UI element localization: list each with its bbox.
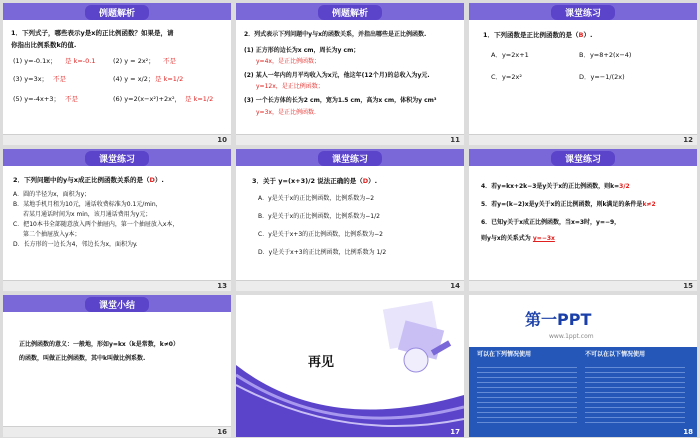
slide-title: 课堂练习: [85, 151, 149, 166]
item-5-answer: 不是: [65, 95, 78, 103]
option-a: A．y=2x+1: [491, 51, 529, 59]
slide-header: [3, 3, 231, 20]
answer-6: y=−3x: [532, 235, 555, 242]
answer-4: 3/2: [619, 183, 630, 190]
option-d: D．y是关于x+3的正比例函数，比例系数为 1/2: [258, 249, 387, 256]
logo-text: 第一PPT: [525, 310, 592, 329]
slide-14[interactable]: [236, 149, 464, 291]
info-panel: [469, 347, 697, 437]
item-3-answer: 不是: [53, 75, 66, 83]
line-2: (2) 某人一年内的月平均收入为x元，他这年(12个月)的总收入为y元.: [244, 72, 430, 79]
line-1: (1) 正方形的边长为x cm，周长为y cm；: [244, 47, 360, 54]
slide-17[interactable]: [236, 295, 464, 437]
answer: D: [362, 177, 369, 185]
option-b: B．y是关于x的正比例函数，比例系数为−1/2: [258, 213, 380, 220]
slide-number: 13: [217, 282, 227, 290]
option-c-cont: 第二个抽屉放入y本；: [23, 231, 81, 238]
answer: D: [149, 176, 155, 184]
cannot-use-heading: 不可以在以下情况使用: [585, 351, 646, 358]
line-3: (3) 一个长方体的长为2 cm，宽为1.5 cm，高为x cm，体积为y cm³: [244, 97, 437, 104]
slide-number: 14: [450, 282, 460, 290]
slide-header: [469, 3, 697, 20]
question-6: 6．已知y关于x成正比例函数，当x=3时，y=−9，: [481, 219, 621, 226]
slide-footer: [469, 134, 697, 145]
slide-18[interactable]: [469, 295, 697, 437]
slide-title: 课堂练习: [551, 151, 615, 166]
slide-header: [3, 295, 231, 312]
slide-footer: [236, 426, 464, 437]
slide-number: 15: [683, 282, 693, 290]
slide-footer: [3, 280, 231, 291]
answer: B: [578, 31, 584, 39]
slide-header: [236, 149, 464, 166]
slide-number: 11: [450, 136, 460, 144]
question-text: 3．关于 y=(x+3)/2 说法正确的是（D）.: [252, 177, 378, 185]
slide-footer: [236, 134, 464, 145]
option-c: C．y是关于x+3的正比例函数，比例系数为−2: [258, 231, 383, 238]
option-b: B．y=8+2(x−4): [579, 51, 632, 59]
answer-3: y=3x，是正比例函数.: [256, 109, 316, 116]
slide-15[interactable]: [469, 149, 697, 291]
question-5: 5．若y=(k−2)x是y关于x的正比例函数，则k满足的条件是k≠2: [481, 201, 656, 208]
slide-header: [469, 149, 697, 166]
item-2-answer: 不是: [163, 57, 176, 65]
option-a: A．圆的半径为x，面积为y；: [13, 191, 91, 198]
slide-title: 课堂小结: [85, 297, 149, 312]
slide-title: 例题解析: [85, 5, 149, 20]
answer-5: k≠2: [642, 201, 656, 208]
slide-number: 18: [683, 428, 693, 436]
summary-line-1: 正比例函数的意义：一般地，形如y=kx（k是常数，k≠0）: [19, 341, 179, 348]
answer-1: y=4x，是正比例函数；: [256, 58, 320, 65]
option-c: C．y=2x²: [491, 73, 522, 81]
can-use-heading: 可以在下列情况使用: [477, 351, 532, 358]
item-6-answer: 是 k=1/2: [185, 95, 214, 103]
can-use-list: [477, 363, 577, 423]
option-a: A．y是关于x的正比例函数，比例系数为−2: [258, 195, 375, 202]
slide-16[interactable]: [3, 295, 231, 437]
item-6: (6) y=2(x−x²)+2x²，: [113, 95, 182, 103]
logo-area: [469, 295, 697, 347]
summary-line-2: 的函数，叫做正比例函数，其中k叫做比例系数.: [19, 355, 146, 362]
goodbye-text: 再见: [308, 355, 335, 370]
option-d: D．y=−1/(2x): [579, 73, 625, 81]
cannot-use-list: [585, 363, 685, 423]
question-text: 2．下列问题中的y与x成正比例函数关系的是（D）.: [13, 176, 164, 184]
slide-footer: [236, 280, 464, 291]
slide-11[interactable]: [236, 3, 464, 145]
slide-footer: [3, 426, 231, 437]
logo-url: www.1ppt.com: [549, 333, 594, 340]
option-c: C．把10本书全部随意放入两个抽屉内，第一个抽屉放入x本，: [13, 221, 179, 228]
slide-header: [236, 3, 464, 20]
slide-10[interactable]: [3, 3, 231, 145]
option-d: D．长方形的一边长为4，邻边长为x，面积为y.: [13, 241, 138, 248]
question-4: 4．若y=kx+2k−3是y关于x的正比例函数，则k=3/2: [481, 183, 630, 190]
slide-number: 10: [217, 136, 227, 144]
slide-header: [3, 149, 231, 166]
question-6-cont: 则y与x的关系式为 y=−3x: [481, 235, 555, 242]
answer-2: y=12x，是正比例函数；: [256, 83, 324, 90]
item-2: (2) y = 2x²；: [113, 57, 155, 65]
slide-12[interactable]: [469, 3, 697, 145]
item-4-answer: 是 k=1/2: [155, 75, 184, 83]
slide-13[interactable]: [3, 149, 231, 291]
closing-graphic: [236, 295, 464, 437]
slide-title: 课堂练习: [318, 151, 382, 166]
slide-number: 16: [217, 428, 227, 436]
slide-title: 例题解析: [318, 5, 382, 20]
question-text: 2．列式表示下列问题中y与x的函数关系，并指出哪些是正比例函数.: [244, 31, 427, 38]
item-1: (1) y=-0.1x；: [13, 57, 57, 65]
question-text: 1．下列函数是正比例函数的是（B）.: [483, 31, 593, 39]
slide-footer: [469, 280, 697, 291]
question-text-2: 你指出比例系数k的值.: [11, 41, 77, 49]
slide-number: 12: [683, 136, 693, 144]
slide-footer: [3, 134, 231, 145]
slide-title: 课堂练习: [551, 5, 615, 20]
option-b: B．某地手机月租为10元，通话收费标准为0.1元/min，: [13, 201, 162, 208]
item-4: (4) y = x/2；: [113, 75, 155, 83]
item-1-answer: 是 k=-0.1: [65, 57, 96, 65]
item-3: (3) y=3x；: [13, 75, 49, 83]
option-b-cont: 若某月通话时间为x min，该月通话费用为y元；: [23, 211, 152, 218]
question-text: 1．下列式子，哪些表示y是x的正比例函数？如果是，请: [11, 29, 174, 37]
slide-number: 17: [450, 428, 460, 436]
item-5: (5) y=-4x+3；: [13, 95, 60, 103]
